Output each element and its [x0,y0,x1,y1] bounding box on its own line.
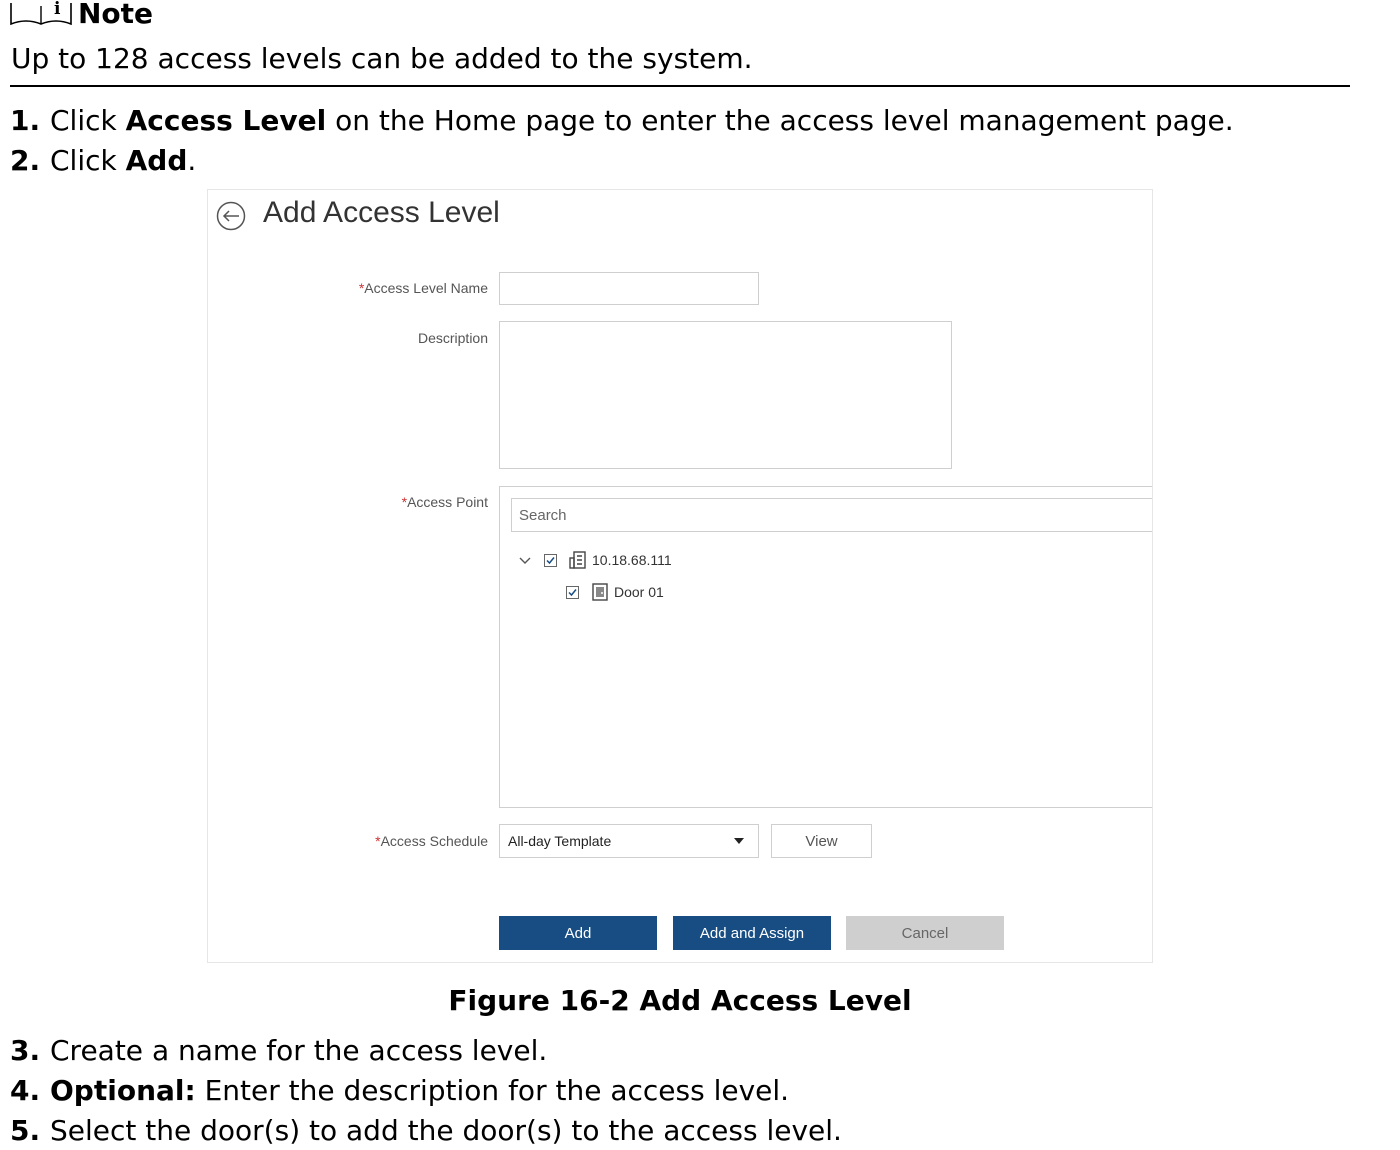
description-label: Description [417,330,488,346]
figure-caption: Figure 16-2 Add Access Level [448,984,912,1017]
note-header [10,0,153,28]
chevron-down-icon[interactable] [518,553,532,567]
add-button[interactable]: Add [499,916,657,950]
door-label: Door 01 [614,584,664,600]
label-text: Access Level Name [364,280,488,296]
note-book-icon [10,0,76,27]
tree-node-device[interactable] [518,551,672,569]
back-arrow-circle-icon[interactable] [216,201,246,231]
select-value: All-day Template [508,833,612,849]
step-1 [10,104,1234,137]
step-3 [10,1034,547,1067]
label-text: Access Point [407,494,488,510]
required-mark: * [358,280,365,296]
check-icon [546,556,555,565]
step-number: 4. [10,1074,41,1107]
search-input[interactable] [511,498,1153,532]
step-2 [10,144,196,177]
step-text: Click [50,144,126,177]
step-text-tail: on the Home page to enter the access level management page. [326,104,1234,137]
tree-node-door[interactable] [566,583,664,601]
step-bold: Access Level [125,104,327,137]
caret-down-icon [734,838,744,844]
access-point-panel [499,486,1153,808]
access-level-name-label [359,280,488,296]
step-text: Create a name for the access level. [50,1034,548,1067]
building-icon [569,551,587,569]
step-4 [10,1074,789,1107]
cancel-button[interactable]: Cancel [846,916,1004,950]
required-mark: * [375,833,381,849]
step-number: 1. [10,104,41,137]
page-title: Add Access Level [263,196,500,229]
door-icon [591,583,609,601]
step-bold: Add [125,144,188,177]
device-label: 10.18.68.111 [592,552,672,568]
required-mark: * [401,494,408,510]
add-access-level-screenshot [207,189,1153,963]
step-number: 5. [10,1114,41,1147]
note-title: Note [78,0,154,30]
step-number: 3. [10,1034,41,1067]
label-text: Access Schedule [380,833,488,849]
step-5 [10,1114,842,1147]
step-text: Click [50,104,126,137]
note-divider [10,85,1350,87]
svg-text:i: i [54,0,61,19]
access-schedule-select[interactable] [499,824,759,858]
access-point-label [402,494,488,510]
door-checkbox[interactable] [566,586,579,599]
access-level-name-input[interactable] [499,272,759,305]
step-bold: Optional: [50,1074,196,1107]
step-text: Select the door(s) to add the door(s) to the access level. [50,1114,842,1147]
add-and-assign-button[interactable]: Add and Assign [673,916,831,950]
note-text: Up to 128 access levels can be added to the system. [11,42,753,75]
step-text-tail: Enter the description for the access level. [195,1074,790,1107]
step-text-tail: . [187,144,197,177]
access-schedule-label [375,833,488,849]
device-checkbox[interactable] [544,554,557,567]
description-textarea[interactable] [499,321,952,469]
step-number: 2. [10,144,41,177]
view-button[interactable]: View [771,824,872,858]
check-icon [568,588,577,597]
